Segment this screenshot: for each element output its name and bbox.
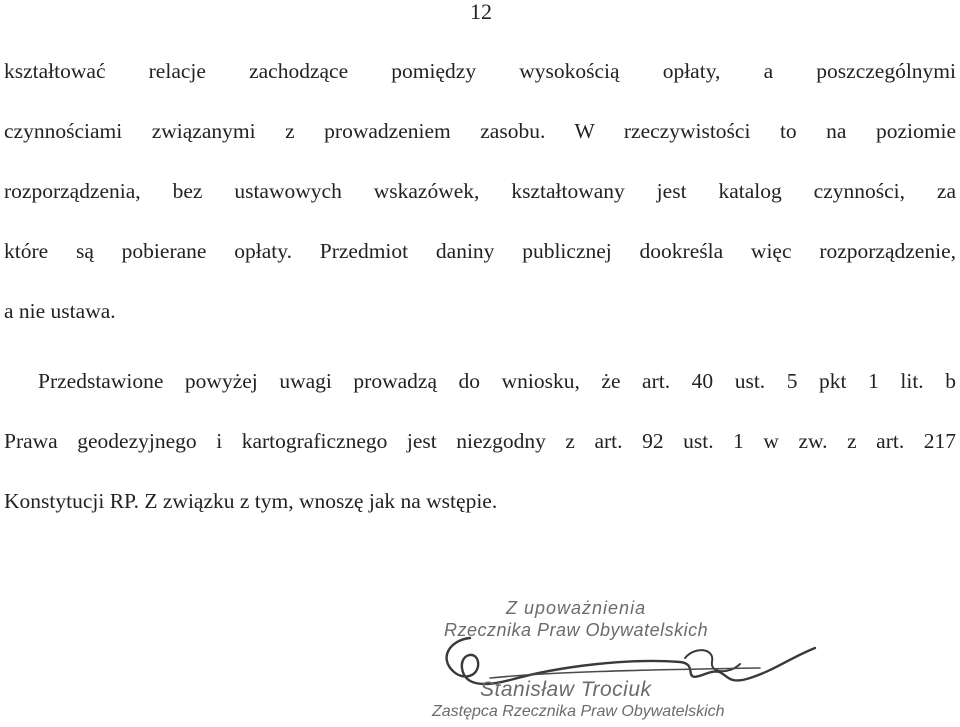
stamp-authorization-line: Z upoważnienia [506, 598, 647, 618]
stamp-role: Zastępca Rzecznika Praw Obywatelskich [432, 703, 725, 720]
paragraph-2-line: Przedstawione powyżej uwagi prowadzą do wniosku, że art. 40 ust. 5 pkt 1 lit. b [38, 369, 956, 393]
stamp-name: Stanisław Trociuk [480, 678, 652, 701]
paragraph-1-line: które są pobierane opłaty. Przedmiot daniny publicznej dookreśla więc rozporządzenie, [4, 239, 956, 263]
paragraph-1-line: rozporządzenia, bez ustawowych wskazówek, kształtowany jest katalog czynności, za [4, 179, 956, 203]
paragraph-2-line: Konstytucji RP. Z związku z tym, wnoszę jak na wstępie. [4, 489, 498, 513]
signature-stamp [430, 590, 950, 727]
page-number: 12 [470, 0, 492, 24]
paragraph-1-line: kształtować relacje zachodzące pomiędzy wysokością opłaty, a poszczególnymi [4, 59, 956, 83]
stamp-office-line: Rzecznika Praw Obywatelskich [444, 620, 709, 640]
paragraph-2-line: Prawa geodezyjnego i kartograficznego jest niezgodny z art. 92 ust. 1 w zw. z art. 217 [4, 429, 956, 453]
paragraph-1-line: a nie ustawa. [4, 299, 116, 323]
paragraph-1-line: czynnościami związanymi z prowadzeniem zasobu. W rzeczywistości to na poziomie [4, 119, 956, 143]
